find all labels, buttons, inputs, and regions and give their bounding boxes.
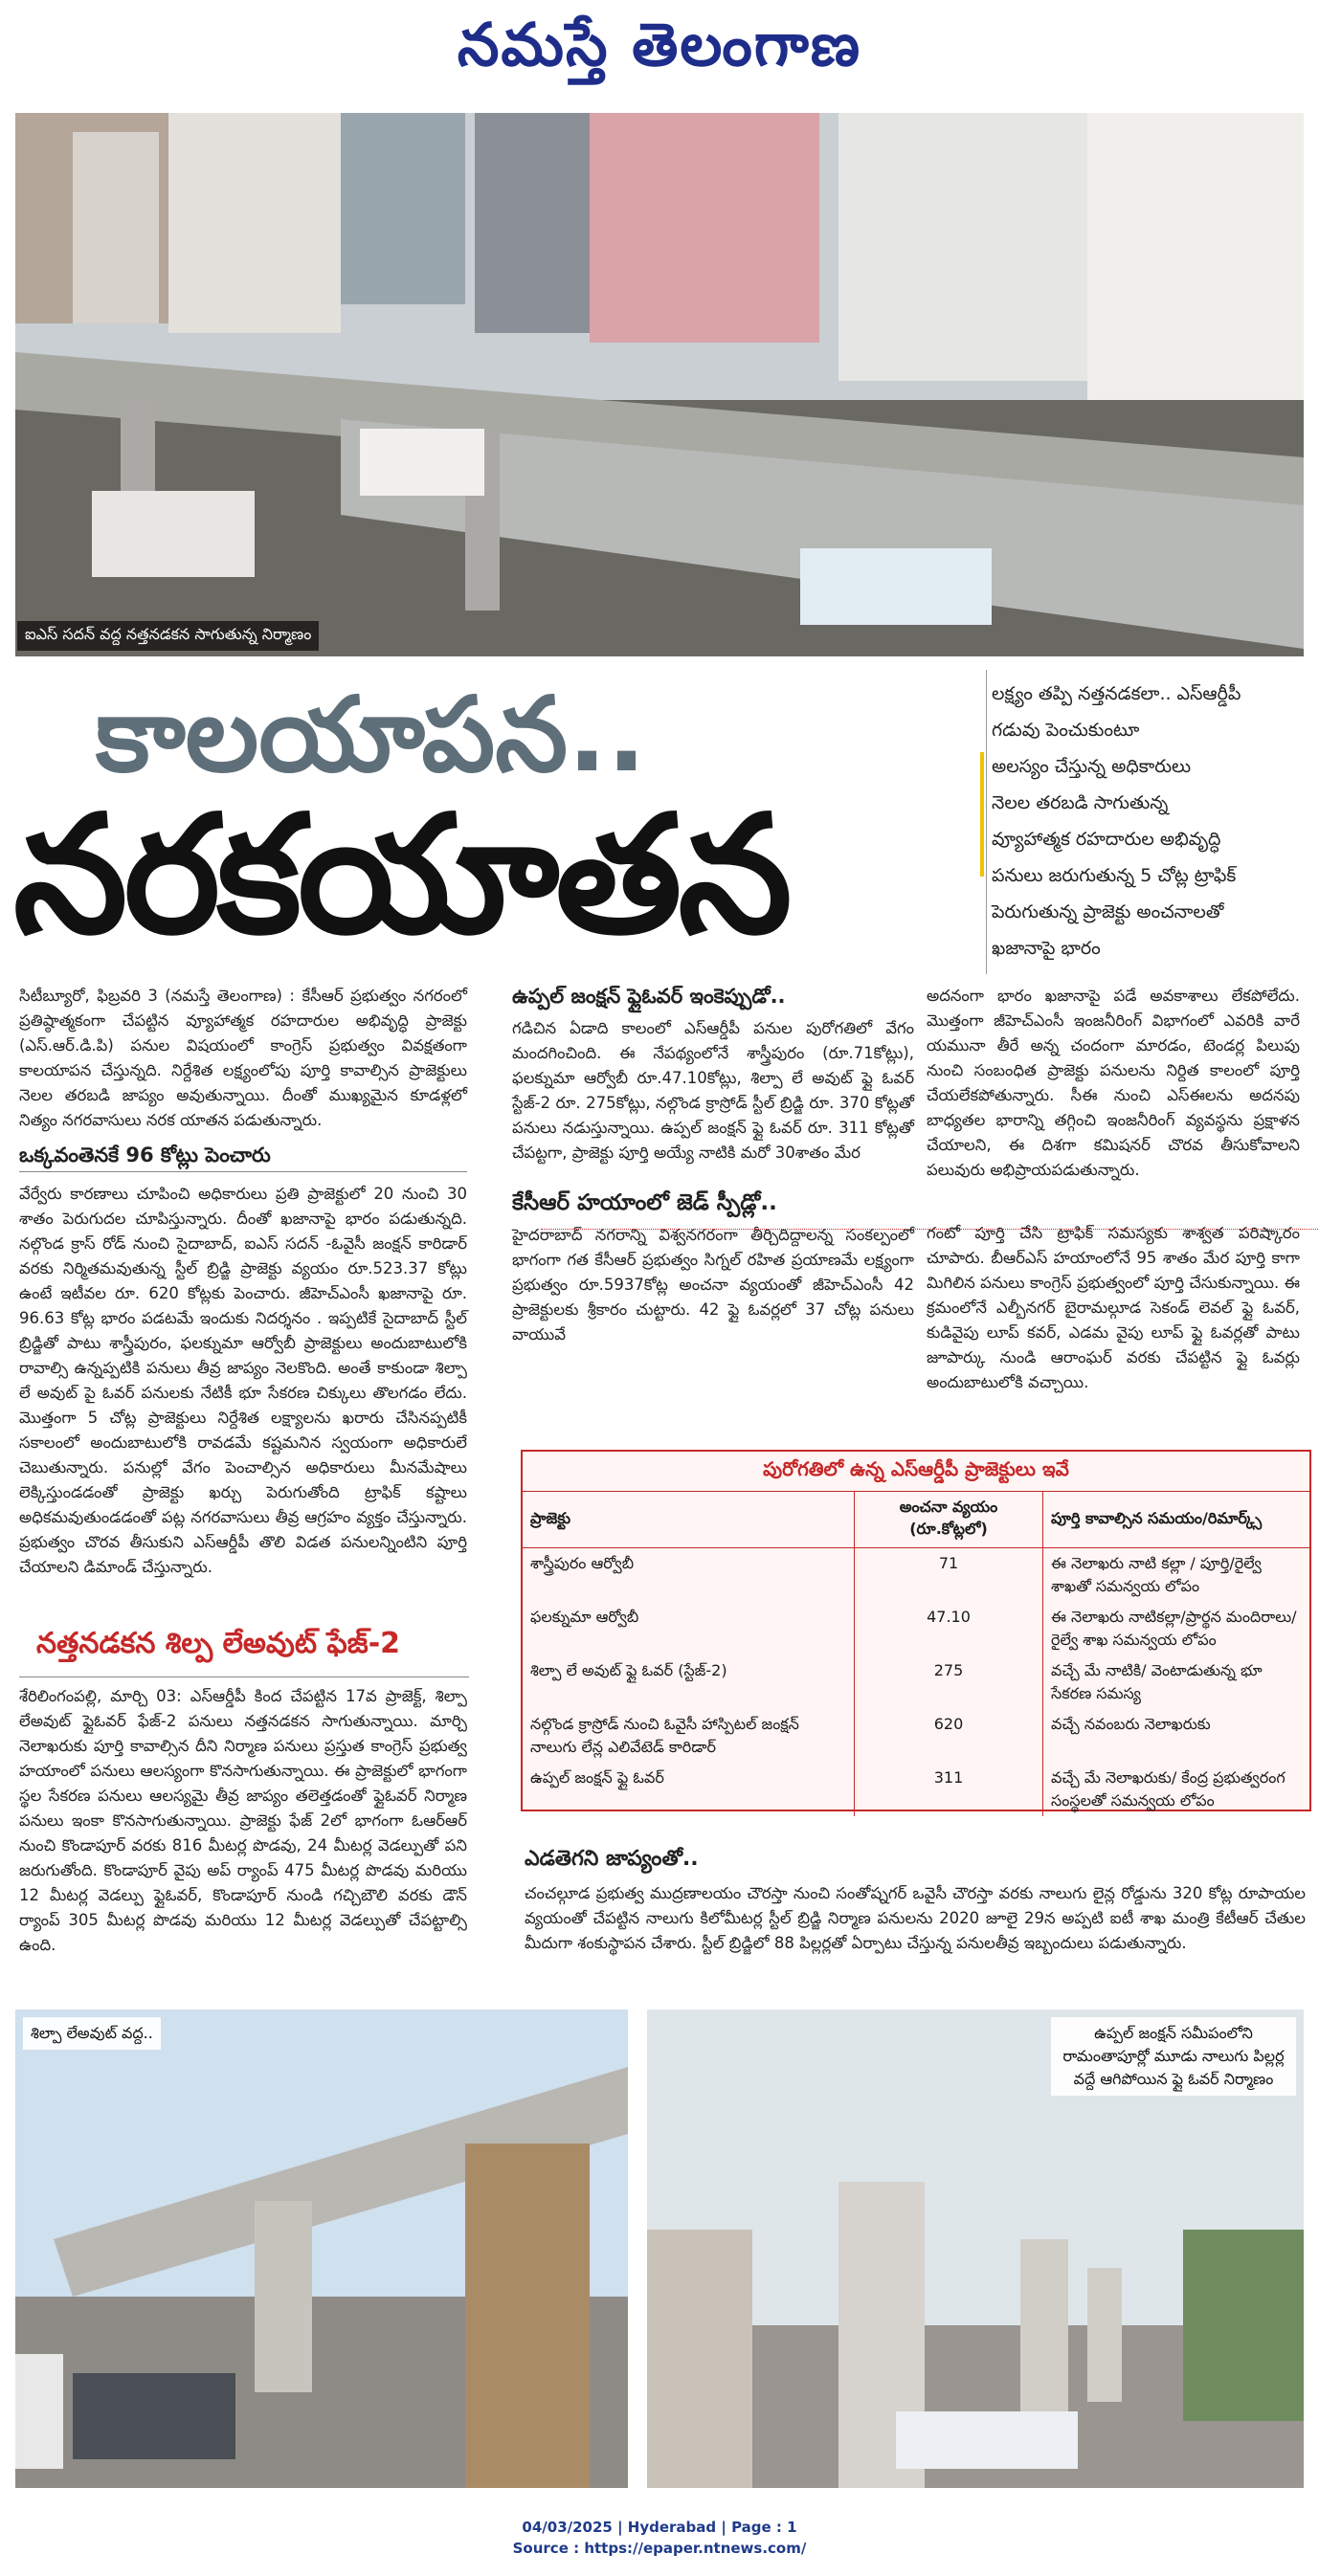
article-column-1 xyxy=(19,984,467,1580)
page-footer xyxy=(0,2517,1319,2559)
subheading-delay: ఎడతెగని జాప్యంతో.. xyxy=(525,1847,699,1871)
shilpa-section-title: నత్తనడకన శిల్ప లేఅవుట్ ఫేజ్-2 xyxy=(36,1627,401,1660)
top-photo xyxy=(15,113,1304,656)
shilpa-flyover-image xyxy=(15,2010,628,2488)
article-paragraph: అదనంగా భారం ఖజానాపై పడే అవకాశాలు లేకపోలేదు. మొత్తంగా జీహెచ్ఎంసీ ఇంజనీరింగ్ విభాగంలో ఎవరికి వారే యమునా తీరే అన్న చందంగా మారడం, టెండర్ల పిలుపు నుంచి సంబంధిత ప్రాజెక్టు పనులను నిర్దిత కాలంలో పూర్తి చేయలేకపోతున్నారు. సీఈ నుంచి ఎస్ఈలను అదనపు బాధ్యతల భారాన్ని తగ్గించి ఇంజనీరింగ్ వ్యవస్థను ప్రక్షాళన చేయాలని, ఈ దిశగా కమిషనర్ చొరవ తీసుకోవాలని పలువురు అభిప్రాయపడుతున్నారు. xyxy=(927,987,1300,1179)
bullet-item: పనులు జరుగుతున్న 5 చోట్ల ట్రాఫిక్ xyxy=(992,865,1237,886)
article-paragraph: హైదరాబాద్ నగరాన్ని విశ్వనగరంగా తీర్చిదిద్దాలన్న సంకల్పంలో భాగంగా గత కేసీఆర్ ప్రభుత్వం సిగ్నల్ రహిత ప్రయాణమే లక్ష్యంగా ప్రభుత్వం రూ.5937కోట్ల అంచనా వ్యయంతో జీహెచ్ఎంసీ 42 ప్రాజెక్టులకు శ్రీకారం చుట్టారు. 42 ఫ్లై ఓవర్లలో 37 చోట్ల పనులు వాయువే xyxy=(512,1226,914,1344)
project-name: నల్గొండ క్రాస్రోడ్ నుంచి ఓవైసీ హాస్పిటల్ జంక్షన్ నాలుగు లేన్ల ఎలివేటెడ్ కారిడార్ xyxy=(530,1715,799,1756)
project-remarks: ఈ నెలాఖరు నాటికల్లా/ప్రార్థన మందిరాలు/ రైల్వే శాఖ సమన్వయ లోపం xyxy=(1051,1608,1297,1649)
subheading-uppal: ఉప్పల్ జంక్షన్ ఫ్లైఓవర్ ఇంకెప్పుడో.. xyxy=(512,985,786,1008)
table-header-row xyxy=(523,1492,1309,1548)
project-name: శిల్పా లే అవుట్ ఫ్లై ఓవర్ (స్టేజ్-2) xyxy=(530,1661,727,1679)
column-header: ప్రాజెక్టు xyxy=(523,1492,855,1548)
highlight-bullets xyxy=(992,676,1308,966)
column-header: పూర్తి కావాల్సిన సమయం/రిమార్క్స్ xyxy=(1043,1492,1310,1548)
bullet-item: గడువు పెంచుకుంటూ xyxy=(992,720,1140,741)
project-remarks: వచ్చే నవంబరు నెలాఖరుకు xyxy=(1051,1715,1211,1733)
bullet-item: వ్యూహాత్మక రహదారుల అభివృద్ధి xyxy=(992,829,1221,850)
article-paragraph: గడిచిన ఏడాది కాలంలో ఎస్ఆర్డీపీ పనుల పురోగతిలో వేగం మందగించింది. ఈ నేపథ్యంలోనే శాస్త్రీపురం (రూ.71కోట్లు), ఫలక్నుమా ఆర్వోబీ రూ.47.10కోట్లు, శిల్పా లే అవుట్ ఫ్లై ఓవర్ స్టేజ్-2 రూ. 275కోట్లు, నల్గొండ క్రాస్రోడ్ స్టీల్ బ్రిడ్జి రూ. 370 కోట్లతో పనులు నడుస్తున్నాయి. ఉప్పల్ జంక్షన్ ఫ్లై ఓవర్ రూ. 311 కోట్లతో చేపట్టగా, ప్రాజెక్టు పూర్తి అయ్యే నాటికి మరో 30శాతం మేర xyxy=(512,1019,914,1162)
bottom-left-photo xyxy=(15,2010,628,2488)
subheading-cost: ఒక్కవంతెనకే 96 కోట్లు పెంచారు xyxy=(19,1143,467,1172)
top-photo-caption: ఐఎస్ సదన్ వద్ద నత్తనడకన సాగుతున్న నిర్మాణం xyxy=(17,621,319,651)
project-cost: 47.10 xyxy=(855,1602,1043,1655)
footer-date-line: 04/03/2025 | Hyderabad | Page : 1 xyxy=(522,2519,797,2536)
masthead xyxy=(0,0,1319,105)
bullet-accent-bar xyxy=(980,752,984,877)
main-headline: నరకయాతన xyxy=(13,781,789,970)
project-name: శాస్త్రీపురం ఆర్వోబీ xyxy=(530,1554,635,1572)
bottom-left-caption: శిల్పా లేఅవుట్ వద్ద.. xyxy=(23,2017,161,2050)
bullet-rule xyxy=(986,670,987,974)
article-column-3 xyxy=(927,984,1300,1395)
project-cost: 275 xyxy=(855,1655,1043,1709)
bullet-item: పెరుగుతున్న ప్రాజెక్టు అంచనాలతో xyxy=(992,901,1224,922)
table-row xyxy=(523,1655,1309,1709)
project-cost: 311 xyxy=(855,1763,1043,1816)
article-paragraph: గంటో పూర్తి చేసి ట్రాఫిక్ సమస్యకు శాశ్వత పరిష్కారం చూపారు. బీఆర్ఎస్ హయాంలోనే 95 శాతం మేర పూర్తి కాగా మిగిలిన పనులు కాంగ్రెస్ ప్రభుత్వంలో పూర్తి చేసుకున్నాయి. ఈ క్రమంలోనే ఎల్బీనగర్ బైరామల్గూడ సెకండ్ లెవల్ ఫ్లై ఓవర్, కుడివైపు లూప్ కవర్, ఎడమ వైపు లూప్ ఫ్లై ఓవర్లతో పాటు జూపార్కు నుండి ఆరాంఘర్ వరకు చేపట్టిన ఫ్లై ఓవర్లు అందుబాటులోకి వచ్చాయి. xyxy=(927,1224,1300,1391)
table-row xyxy=(523,1763,1309,1816)
project-remarks: వచ్చే మే నాటికి/ వెంటాడుతున్న భూ సేకరణ సమస్య xyxy=(1051,1661,1263,1702)
project-cost: 71 xyxy=(855,1548,1043,1603)
table-row xyxy=(523,1709,1309,1763)
table-row xyxy=(523,1548,1309,1603)
column-header: అంచనా వ్యయం (రూ.కోట్లలో) xyxy=(855,1492,1043,1548)
masthead-title: నమస్తే తెలంగాణ xyxy=(457,10,862,79)
article-column-2 xyxy=(512,984,914,1347)
project-name: ఉప్పల్ జంక్షన్ ఫ్లై ఓవర్ xyxy=(530,1768,664,1787)
project-name: ఫలక్నుమా ఆర్వోబీ xyxy=(530,1608,639,1626)
bullet-item: నెలల తరబడి సాగుతున్న xyxy=(992,792,1169,813)
table-row xyxy=(523,1602,1309,1655)
bullet-item: ఖజానాపై భారం xyxy=(992,938,1101,959)
bullet-item: అలస్యం చేస్తున్న అధికారులు xyxy=(992,756,1192,777)
flyover-construction-image xyxy=(15,113,1304,656)
bottom-right-photo xyxy=(647,2010,1304,2488)
article-lede: సిటీబ్యూరో, ఫిబ్రవరి 3 (నమస్తే తెలంగాణ) : కేసీఆర్ ప్రభుత్వం నగరంలో ప్రతిష్ఠాత్మకంగా చేపట్టిన వ్యూహాత్మక రహదారుల అభివృద్ధి ప్రాజెక్టు (ఎస్.ఆర్.డి.పి) పనుల విషయంలో కాంగ్రెస్ ప్రభుత్వం వివక్షతంగా కాలయాపన చేస్తున్నది. నిర్దేశిత లక్ష్యంలోపు పూర్తి కావాల్సిన ప్రాజెక్టులు నెలల తరబడి జాప్యం అవుతున్నాయి. దీంతో ముఖ్యమైన కూడళ్లలో నిత్యం నగరవాసులు నరక యాతన పడుతున్నారు. xyxy=(19,987,467,1129)
delay-body: చంచల్గూడ ప్రభుత్వ ముద్రణాలయం చౌరస్తా నుంచి సంతోష్నగర్ ఒవైసీ చౌరస్తా వరకు నాలుగు లైన్ల రోడ్డును 320 కోట్ల రూపాయల వ్యయంతో చేపట్టిన నాలుగు కిలోమీటర్ల స్టీల్ బ్రిడ్జి నిర్మాణ పనులను 2020 జూలై 29న అప్పటి ఐటీ శాఖ మంత్రి కేటీఆర్ చేతుల మీదుగా శంకుస్థాపన చేశారు. స్టీల్ బ్రిడ్జిలో 88 పిల్లర్లతో ఏర్పాటు చేస్తున్న పనులతీవ్ర ఇబ్బందులు పడుతున్నారు. xyxy=(525,1884,1306,1952)
bottom-right-caption: ఉప్పల్ జంక్షన్ సమీపంలోని రామంతాపూర్లో మూడు నాలుగు పిల్లర్ల వద్దే ఆగిపోయిన ఫ్లై ఓవర్ నిర్మాణం xyxy=(1051,2017,1296,2096)
subheading-kcr: కేసీఆర్ హయాంలో జెడ్ స్పీడ్లో.. xyxy=(512,1190,777,1215)
project-remarks: ఈ నెలాఖరు నాటి కల్లా / పూర్తి/రైల్వే శాఖతో సమన్వయ లోపం xyxy=(1051,1554,1262,1595)
shilpa-body: శేరిలింగంపల్లి, మార్చి 03: ఎస్ఆర్డీపీ కింద చేపట్టిన 17వ ప్రాజెక్ట్, శిల్పా లేఅవుట్ ఫ్లైఓవర్ ఫేజ్-2 పనులు నత్తనడకన సాగుతున్నాయి. మార్చి నెలాఖరుకు పూర్తి కావాల్సిన దీని నిర్మాణ పనులు ప్రస్తుత కాంగ్రెస్ ప్రభుత్వ హయాంలో పనులు ఆలస్యంగా కొనసాగుతున్నాయి. ఈ ప్రాజెక్టులో భాగంగా స్థల సేకరణ పనులు ఆలస్యమై తీవ్ర జాప్యం తలెత్తడంతో ఫ్లైఓవర్ నిర్మాణ పనులు ఇంకా కొనసాగుతున్నాయి. ప్రాజెక్టు ఫేజ్ 2లో భాగంగా ఓఆర్ఆర్ నుంచి కొండాపూర్ వరకు 816 మీటర్ల పొడవు, 24 మీటర్ల వెడల్పుతో పని జరుగుతోంది. కొండాపూర్ వైపు అప్ ర్యాంప్ 475 మీటర్ల పొడవు మరియు 12 మీటర్ల వెడల్పు ఫ్లైఓవర్, కొండాపూర్ నుండి గచ్చిబౌలి వరకు డౌన్ ర్యాంప్ 305 మీటర్ల పొడవు మరియు 12 మీటర్ల వెడల్పుతో చేపట్టాల్సి ఉంది. xyxy=(19,1687,467,1954)
table-title: పురోగతిలో ఉన్న ఎస్ఆర్డీపీ ప్రాజెక్టులు ఇవే xyxy=(763,1457,1069,1480)
kicker-headline: కాలయాపన.. xyxy=(96,676,647,795)
project-cost: 620 xyxy=(855,1709,1043,1763)
footer-source-link[interactable]: Source : https://epaper.ntnews.com/ xyxy=(512,2540,807,2557)
projects-table xyxy=(523,1491,1309,1816)
srdp-projects-table xyxy=(521,1450,1311,1811)
article-paragraph: వేర్వేరు కారణాలు చూపించి అధికారులు ప్రతి ప్రాజెక్టులో 20 నుంచి 30 శాతం పెరుగుదల చూపిస్తున్నారు. దీంతో ఖజానాపై భారం పడుతున్నది. నల్గొండ క్రాస్ రోడ్ నుంచి సైదాబాద్, ఐఎస్ సదన్ -ఓవైసీ జంక్షన్ కారిడార్ వరకు నిర్మితమవుతున్న స్టీల్ బ్రిడ్జి ప్రాజెక్టు వ్యయం రూ.523.37 కోట్లు ఉంటే ఇటీవల రూ. 620 కోట్లకు పెంచారు. జీహెచ్ఎంసీ ఖజానాపై రూ. 96.63 కోట్ల భారం పడటమే ఇందుకు నిదర్శనం . ఇప్పటికే సైదాబాద్ స్టీల్ బ్రిడ్జితో పాటు శాస్త్రీపురం, ఫలక్నుమా ఆర్వోబీ ప్రాజెక్టులు అందుబాటులోకి రావాల్సి ఉన్నప్పటికి పనులు తీవ్ర జాప్యం నెలకొంది. అంతే కాకుండా శిల్పా లే అవుట్ పై ఓవర్ పనులకు నేటికీ భూ సేకరణ చిక్కులు తొలగడం లేదు. మొత్తంగా 5 చోట్ల ప్రాజెక్టులు నిర్దేశిత లక్ష్యాలను ఖరారు చేసినప్పటికీ సకాలంలో అందుబాటులోకి రావడమే కష్టమనిన స్వయంగా అధికారులే చెబుతున్నారు. పనుల్లో వేగం పెంచాల్సిన అధికారులు మీనమేషాలు లెక్కిస్తుండడంతో ప్రాజెక్టు ఖర్చు పెరుగుతోంది ట్రాఫిక్ కష్టాలు అధికమవుతుండడంతో పట్ల నగరవాసులు తీవ్ర ఆగ్రహం వ్యక్తం చేస్తున్నారు. ప్రభుత్వం చొరవ తీసుకుని ఎస్ఆర్డీపీ తొలి విడత పనులన్నింటిని పూర్తి చేయాలని డిమాండ్ చేస్తున్నారు. xyxy=(19,1185,467,1576)
bullet-item: లక్ష్యం తప్పి నత్తనడకలా.. ఎస్ఆర్డీపీ xyxy=(992,683,1241,704)
project-remarks: వచ్చే మే నెలాఖరుకు/ కేంద్ర ప్రభుత్వరంగ సంస్థలతో సమన్వయ లోపం xyxy=(1051,1768,1285,1810)
